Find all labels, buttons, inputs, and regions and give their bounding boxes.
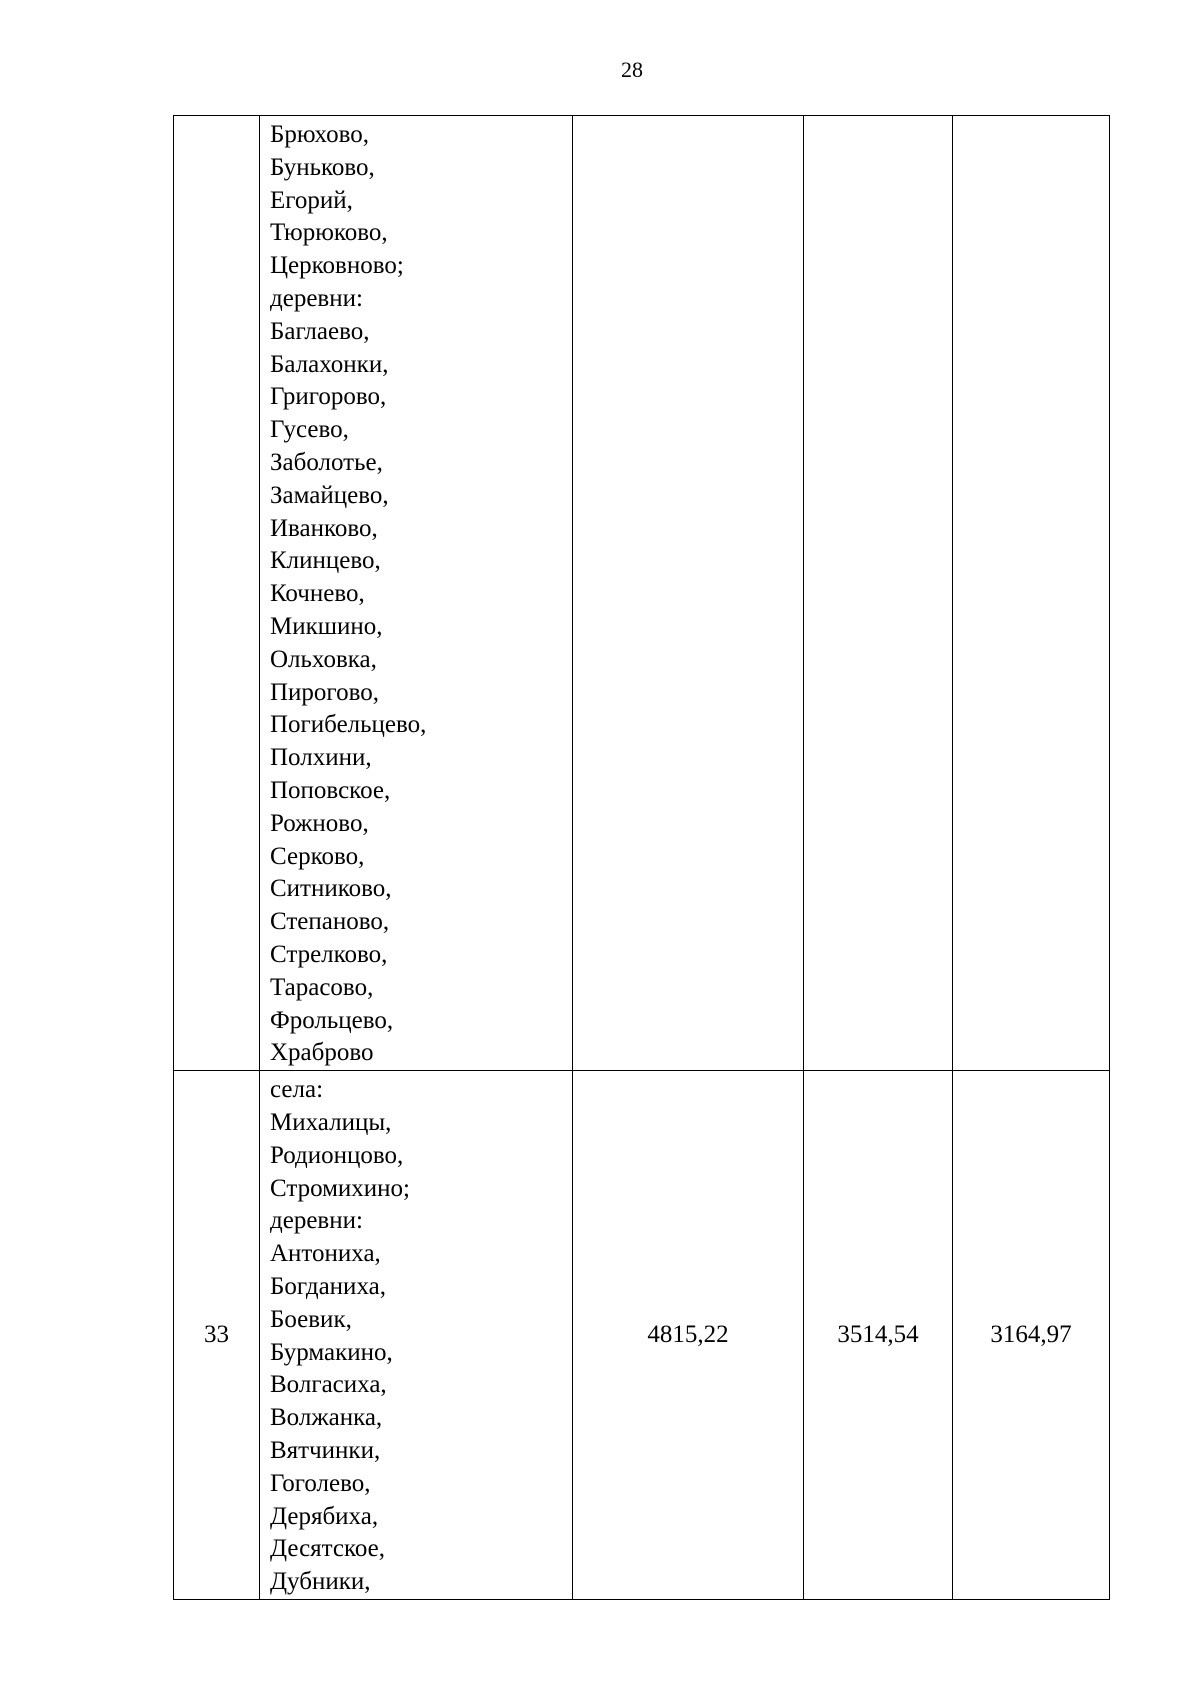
settlement-name: Григорово,	[270, 383, 387, 411]
settlement-name: деревни:	[270, 284, 363, 312]
value-cell-3	[953, 116, 1110, 1071]
settlements-table	[173, 115, 1110, 1600]
settlement-name: Дерябиха,	[270, 1502, 379, 1530]
settlement-name: Баглаево,	[270, 317, 370, 345]
settlement-name: Микшино,	[270, 612, 383, 640]
settlement-name: Боевик,	[270, 1305, 352, 1333]
settlement-name: Волгасиха,	[270, 1371, 387, 1399]
settlement-name: Храброво	[270, 1039, 374, 1067]
settlement-names-cell	[260, 1071, 573, 1600]
settlement-name: Стрелково,	[270, 940, 388, 968]
settlement-name: Антониха,	[270, 1240, 381, 1268]
settlement-name: Егорий,	[270, 186, 353, 214]
settlement-name: Михалицы,	[270, 1109, 392, 1137]
settlement-name: Кочнево,	[270, 580, 365, 608]
settlement-names-cell	[260, 116, 573, 1071]
settlement-name: Дубники,	[270, 1568, 371, 1596]
row-number-cell: 33	[174, 1071, 260, 1600]
settlement-name: Серково,	[270, 842, 365, 870]
value-cell-3: 3164,97	[953, 1071, 1110, 1600]
settlement-name: Клинцево,	[270, 547, 381, 575]
settlement-name: Церковново;	[270, 252, 404, 280]
settlement-name: Гоголево,	[270, 1469, 371, 1497]
settlement-name: Степаново,	[270, 908, 390, 936]
table-row	[174, 1071, 1110, 1600]
settlement-name: села:	[270, 1076, 324, 1104]
value-cell-1	[573, 116, 804, 1071]
settlement-name: Ольховка,	[270, 645, 377, 673]
settlement-name: деревни:	[270, 1207, 363, 1235]
settlement-name: Буньково,	[270, 153, 375, 181]
settlement-name: Погибельцево,	[270, 711, 427, 739]
settlement-name: Тарасово,	[270, 973, 374, 1001]
settlement-name: Иванково,	[270, 514, 378, 542]
settlement-name: Вятчинки,	[270, 1437, 381, 1464]
settlement-name: Полхини,	[270, 744, 372, 772]
settlement-name: Заболотье,	[270, 448, 383, 476]
settlement-name: Балахонки,	[270, 350, 389, 378]
settlement-name: Тюрюково,	[270, 219, 388, 247]
settlement-name: Замайцево,	[270, 481, 389, 509]
settlement-name: Богданиха,	[270, 1273, 386, 1301]
value-cell-1: 4815,22	[573, 1071, 804, 1600]
value-cell-2: 3514,54	[804, 1071, 953, 1600]
settlement-name: Поповское,	[270, 776, 391, 804]
value-cell-2	[804, 116, 953, 1071]
settlement-name: Родионцово,	[270, 1141, 404, 1169]
page-number: 28	[621, 57, 643, 82]
settlement-name: Гусево,	[270, 416, 349, 444]
settlement-name: Брюхово,	[270, 121, 369, 148]
table-row	[174, 116, 1110, 1071]
row-number-cell	[174, 116, 260, 1071]
settlement-name: Фрольцево,	[270, 1006, 394, 1034]
settlement-name: Пирогово,	[270, 678, 379, 706]
settlement-name: Десятское,	[270, 1535, 386, 1563]
settlement-name: Рожново,	[270, 809, 369, 837]
settlement-name: Бурмакино,	[270, 1338, 393, 1366]
settlement-name: Стромихино;	[270, 1174, 411, 1202]
settlement-name: Волжанка,	[270, 1404, 383, 1432]
settlement-name: Ситниково,	[270, 875, 392, 903]
